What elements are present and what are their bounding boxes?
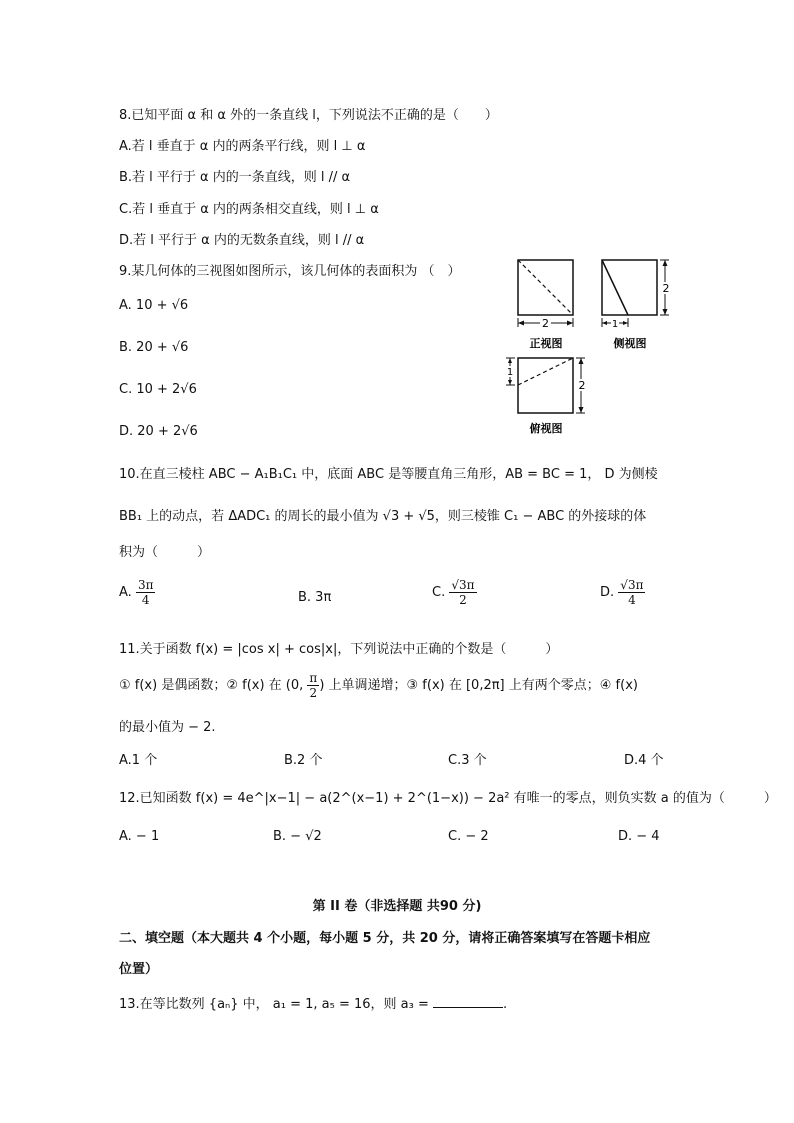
q10-option-c-prefix: C. — [432, 585, 446, 600]
q13-end: . — [502, 997, 508, 1012]
q10-a-denominator: 4 — [141, 593, 150, 607]
q9-option-a: A. 10 + √6 — [119, 298, 189, 313]
front-view-label: 正视图 — [529, 337, 563, 350]
q10-c-numerator: √3π — [451, 578, 475, 592]
q10-d-numerator: √3π — [620, 578, 644, 592]
q10-line-1: 10.在直三棱柱 ABC − A₁B₁C₁ 中，底面 ABC 是等腰直角三角形，AB = BC = 1， D 为侧棱 — [119, 467, 658, 482]
q12-option-d: D. − 4 — [618, 829, 660, 844]
q9-option-d: D. 20 + 2√6 — [119, 424, 198, 439]
q11-pi-over-2 — [307, 671, 319, 700]
q8-option-a: A.若 l 垂直于 α 内的两条平行线，则 l ⊥ α — [119, 139, 366, 154]
q10-line-2: BB₁ 上的动点，若 ΔADC₁ 的周长的最小值为 √3 + √5，则三棱锥 C₁ − ABC 的外接球的体 — [119, 509, 647, 524]
side-view-label: 侧视图 — [613, 337, 647, 350]
q13-stem: 13.在等比数列 {aₙ} 中， a₁ = 1, a₅ = 16，则 a₃ = — [119, 997, 429, 1012]
q9-stem: 9.某几何体的三视图如图所示，该几何体的表面积为 （ ） — [119, 264, 461, 279]
q9-option-c: C. 10 + 2√6 — [119, 382, 197, 397]
q8-option-c: C.若 l 垂直于 α 内的两条相交直线，则 l ⊥ α — [119, 202, 379, 217]
q10-option-a-prefix: A. — [119, 585, 132, 600]
q8-option-d: D.若 l 平行于 α 内的无数条直线，则 l // α — [119, 233, 365, 248]
q12-stem: 12.已知函数 f(x) = 4e^|x−1| − a(2^(x−1) + 2^(1−x)) − 2a² 有唯一的零点，则负实数 a 的值为（ ） — [119, 791, 777, 806]
three-view-figure — [500, 252, 690, 442]
q10-option-d-fraction — [618, 578, 645, 607]
q10-option-a — [119, 578, 155, 607]
q10-option-c-fraction — [449, 578, 476, 607]
side-view-height-dim: 2 — [662, 282, 670, 295]
q10-line-3: 积为（ ） — [119, 545, 211, 560]
q10-a-numerator: 3π — [137, 578, 154, 592]
top-view — [505, 358, 588, 435]
q8-option-b: B.若 l 平行于 α 内的一条直线，则 l // α — [119, 170, 351, 185]
q10-option-d-prefix: D. — [600, 585, 615, 600]
top-view-left-dim: 1 — [506, 367, 514, 378]
q11-stem: 11.关于函数 f(x) = |cos x| + cos|x|，下列说法中正确的个数是（ ） — [119, 642, 559, 657]
q11-line-3: 的最小值为 − 2. — [119, 720, 216, 735]
part2-title: 第 II 卷（非选择题 共90 分) — [312, 899, 482, 914]
q11-option-a: A.1 个 — [119, 753, 158, 768]
q11-option-b: B.2 个 — [284, 753, 323, 768]
q10-option-b: B. 3π — [298, 590, 332, 605]
top-view-right-dim: 2 — [578, 379, 586, 392]
q11-option-d: D.4 个 — [624, 753, 664, 768]
q11-line-2-part-a: ① f(x) 是偶函数；② f(x) 在 (0, — [119, 678, 304, 693]
side-view-width-dim: 1 — [611, 319, 619, 330]
q12-option-c: C. − 2 — [448, 829, 489, 844]
q10-d-denominator: 4 — [628, 593, 636, 607]
side-view — [602, 260, 672, 350]
q11-line-2-part-b: ) 上单调递增；③ f(x) 在 [0,2π] 上有两个零点；④ f(x) — [319, 678, 638, 693]
top-view-label: 俯视图 — [529, 422, 563, 435]
q10-option-d — [600, 578, 645, 607]
q13-answer-blank[interactable] — [433, 995, 503, 1008]
q11-option-c: C.3 个 — [448, 753, 487, 768]
q9-option-b: B. 20 + √6 — [119, 340, 189, 355]
q11-pi-numerator: π — [309, 671, 318, 685]
q11-line-2 — [119, 671, 638, 700]
section-heading-line-2: 位置） — [119, 962, 159, 977]
q12-option-b: B. − √2 — [273, 829, 322, 844]
front-view-dim: 2 — [542, 317, 549, 330]
q10-c-denominator: 2 — [459, 593, 467, 607]
q12-option-a: A. − 1 — [119, 829, 160, 844]
q10-option-a-fraction — [136, 578, 156, 607]
section-heading-line-1: 二、填空题（本大题共 4 个小题，每小题 5 分，共 20 分，请将正确答案填写在答题卡相应 — [119, 931, 651, 946]
q13-stem-row — [119, 993, 507, 1012]
q10-option-c — [432, 578, 477, 607]
q8-stem: 8.已知平面 α 和 α 外的一条直线 l，下列说法不正确的是（ ） — [119, 108, 498, 123]
q11-pi-denominator: 2 — [309, 686, 318, 700]
front-view — [518, 260, 573, 350]
